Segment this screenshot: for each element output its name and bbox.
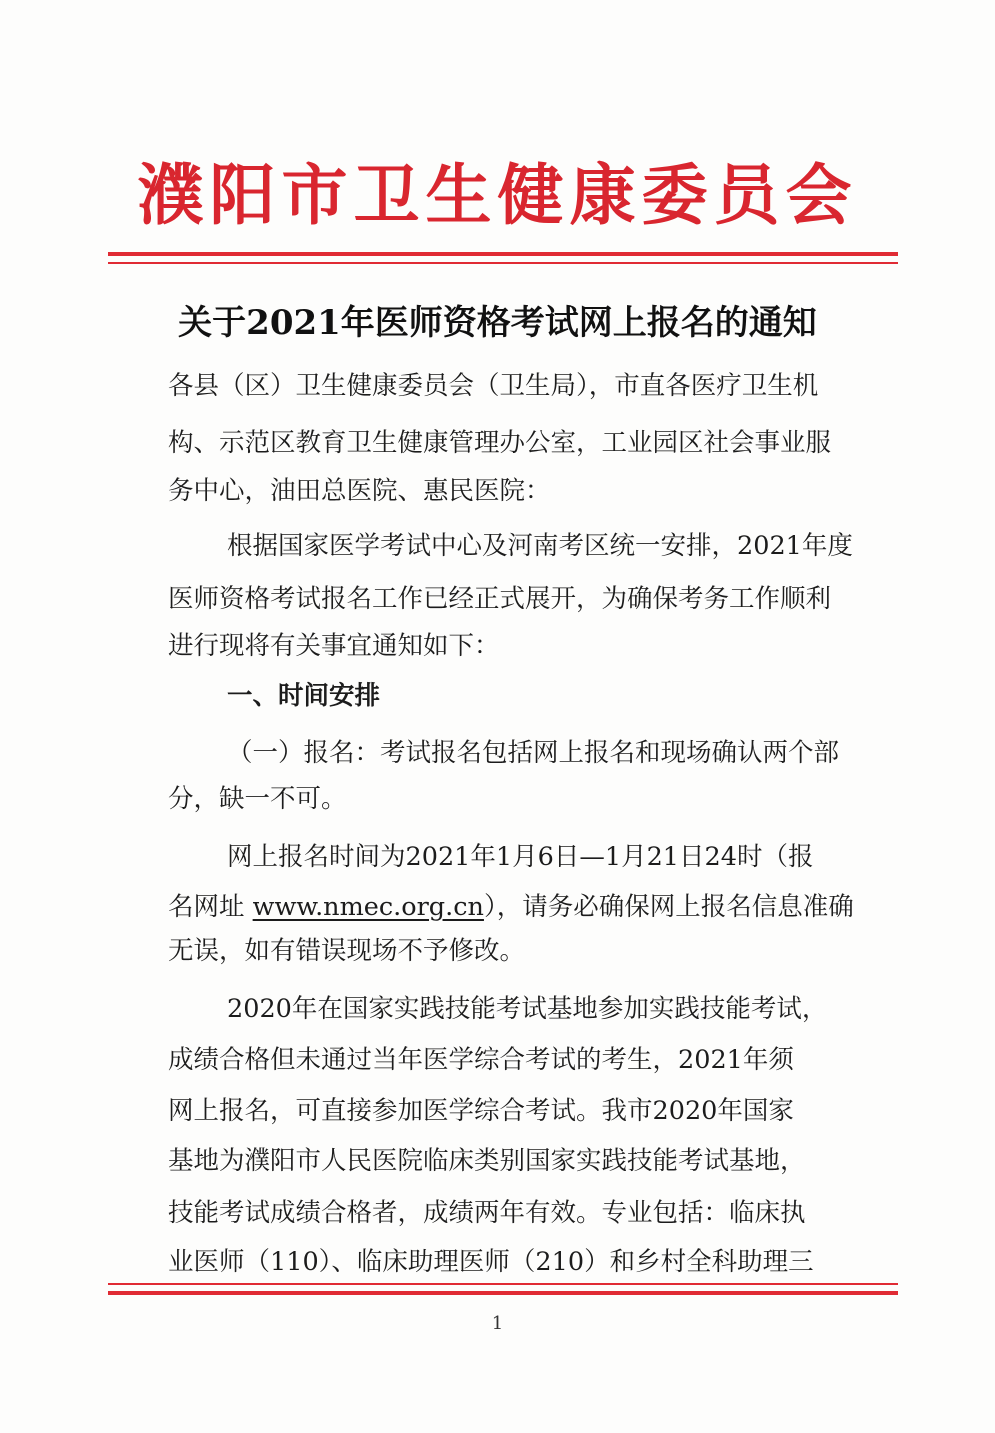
online-registration-line-2 bbox=[168, 882, 868, 932]
intro-line-2: 医师资格考试报名工作已经正式展开，为确保考务工作顺利 bbox=[168, 584, 832, 614]
practice-exam-line-3: 网上报名，可直接参加医学综合考试。我市2020年国家 bbox=[168, 1096, 794, 1126]
registration-line-1: （一）报名：考试报名包括网上报名和现场确认两个部 bbox=[227, 738, 840, 768]
letterhead-title: 濮阳市卫生健康委员会 bbox=[137, 156, 858, 234]
page-number: 1 bbox=[491, 1313, 504, 1334]
footer-red-rule-thin bbox=[108, 1283, 898, 1285]
document-title: 关于2021年医师资格考试网上报名的通知 bbox=[178, 303, 817, 343]
practice-exam-line-2: 成绩合格但未通过当年医学综合考试的考生，2021年须 bbox=[168, 1045, 794, 1075]
header-red-rule-thin bbox=[108, 262, 898, 264]
registration-url-label: 名网址 bbox=[168, 892, 245, 922]
intro-line-3: 进行现将有关事宜通知如下： bbox=[168, 631, 500, 661]
section-heading-schedule: 一、时间安排 bbox=[227, 681, 381, 711]
addressee-line-3: 务中心，油田总医院、惠民医院： bbox=[168, 476, 551, 506]
header-red-rule-thick bbox=[108, 252, 898, 256]
registration-url-link[interactable]: www.nmec.org.cn bbox=[252, 892, 484, 922]
addressee-line-1: 各县（区）卫生健康委员会（卫生局），市直各医疗卫生机 bbox=[168, 371, 819, 401]
online-registration-line-1: 网上报名时间为2021年1月6日—1月21日24时（报 bbox=[227, 842, 814, 872]
practice-exam-line-1: 2020年在国家实践技能考试基地参加实践技能考试， bbox=[227, 994, 828, 1024]
intro-line-1: 根据国家医学考试中心及河南考区统一安排，2021年度 bbox=[227, 531, 853, 561]
practice-exam-line-6: 业医师（110）、临床助理医师（210）和乡村全科助理三 bbox=[168, 1247, 814, 1277]
practice-exam-line-5: 技能考试成绩合格者，成绩两年有效。专业包括：临床执 bbox=[168, 1198, 806, 1228]
addressee-line-2: 构、示范区教育卫生健康管理办公室，工业园区社会事业服 bbox=[168, 428, 832, 458]
registration-line-2: 分，缺一不可。 bbox=[168, 784, 347, 814]
registration-url-tail: ），请务必确保网上报名信息准确 bbox=[483, 892, 854, 922]
online-registration-line-3: 无误，如有错误现场不予修改。 bbox=[168, 936, 526, 966]
footer-red-rule-thick bbox=[108, 1291, 898, 1295]
practice-exam-line-4: 基地为濮阳市人民医院临床类别国家实践技能考试基地， bbox=[168, 1146, 806, 1176]
